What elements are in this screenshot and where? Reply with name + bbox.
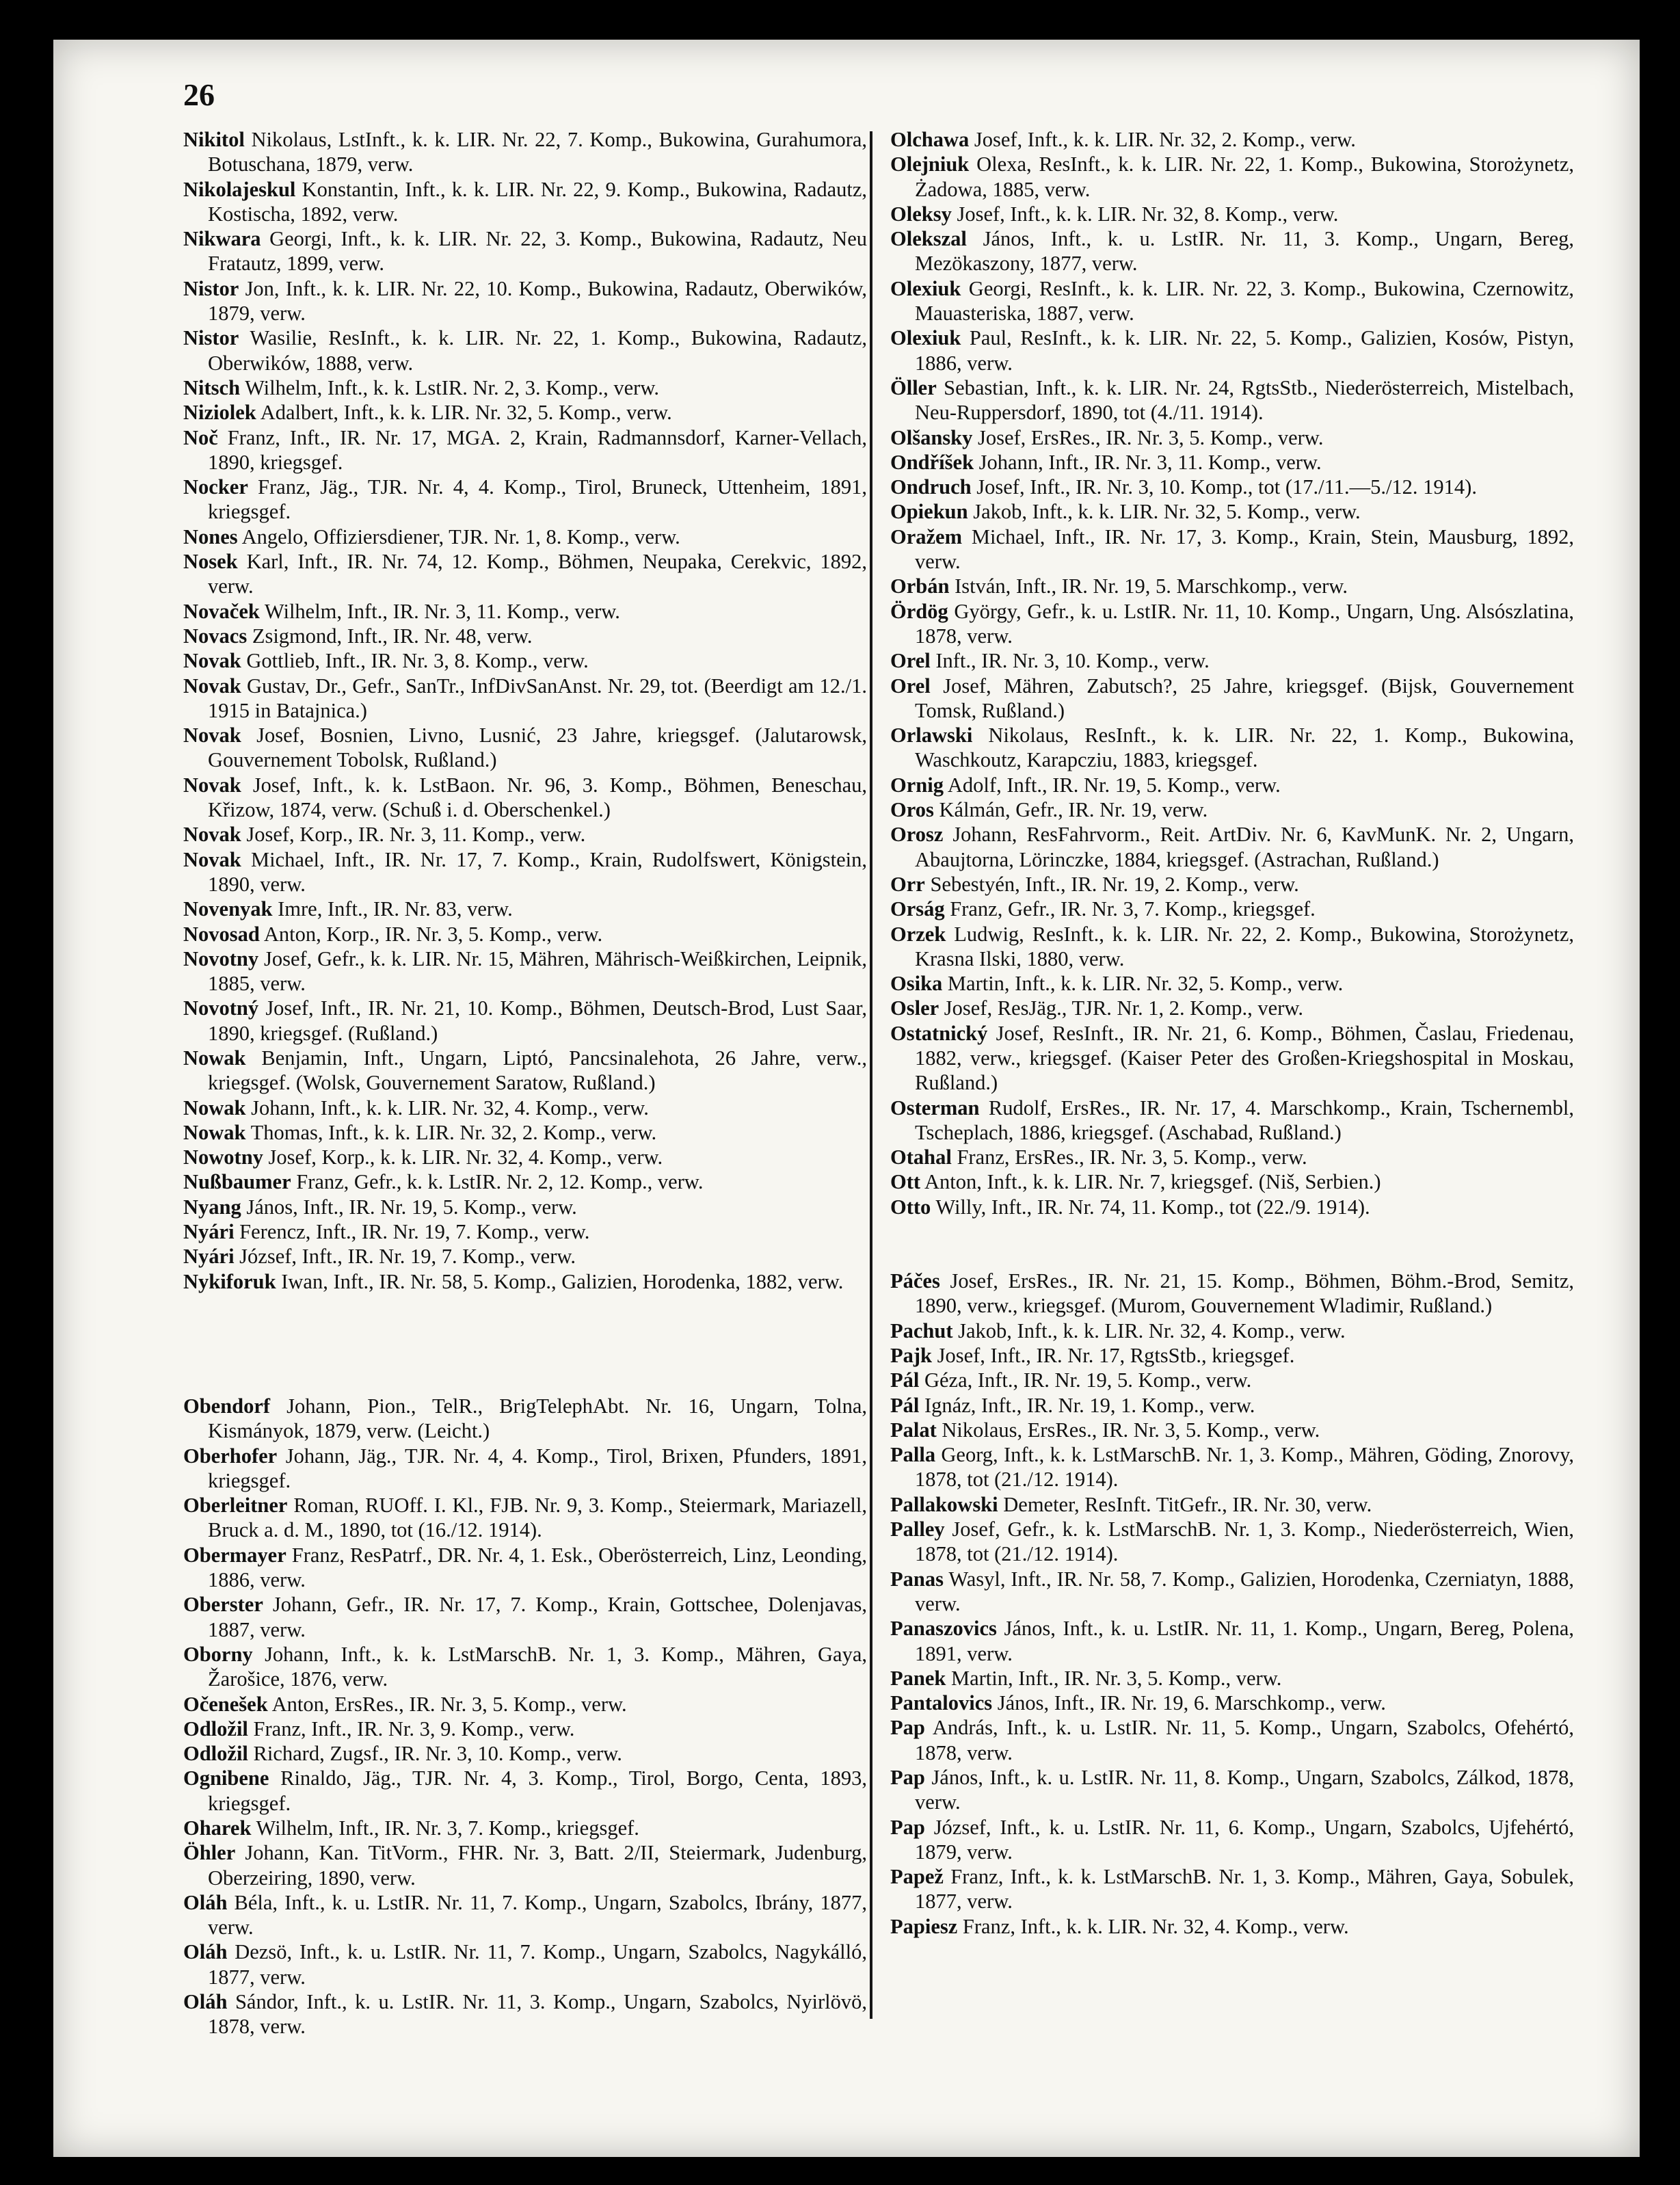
register-entry	[890, 1492, 1574, 1517]
entry-surname: Opiekun	[890, 500, 968, 524]
register-entry	[183, 276, 867, 326]
entry-surname: Ornig	[890, 773, 944, 797]
entry-surname: Ostatnický	[890, 1021, 988, 1045]
register-entry	[890, 897, 1574, 921]
entry-surname: Orzek	[890, 922, 946, 946]
right-column	[890, 127, 1574, 1939]
entry-details: Thomas, Inft., k. k. LIR. Nr. 32, 2. Komp., verw.	[250, 1120, 657, 1144]
register-entry	[890, 872, 1574, 897]
entry-surname: Nikwara	[183, 227, 261, 251]
register-entry	[890, 1864, 1574, 1914]
register-entry	[890, 648, 1574, 673]
entry-surname: Nones	[183, 525, 238, 548]
entry-surname: Olšansky	[890, 425, 973, 449]
entry-surname: Panek	[890, 1666, 946, 1690]
register-entry	[183, 1642, 867, 1692]
register-entry	[890, 1567, 1574, 1617]
entry-details: Sebestyén, Inft., IR. Nr. 19, 2. Komp., verw.	[930, 872, 1299, 896]
left-group-n	[183, 127, 867, 1294]
entry-details: András, Inft., k. u. LstIR. Nr. 11, 5. Komp., Ungarn, Szabolcs, Ofehértó, 1878, verw.	[915, 1716, 1574, 1764]
entry-details: Demeter, ResInft. TitGefr., IR. Nr. 30, verw.	[1003, 1492, 1372, 1516]
register-entry	[890, 1169, 1574, 1194]
entry-surname: Novotny	[183, 946, 259, 970]
register-entry	[890, 276, 1574, 326]
entry-surname: Pachut	[890, 1319, 953, 1342]
entry-details: Josef, ResJäg., TJR. Nr. 1, 2. Komp., verw.	[944, 996, 1304, 1020]
entry-details: Josef, Gefr., k. k. LstMarschB. Nr. 1, 3. Komp., Niederösterreich, Wien, 1878, tot (21./12. 1914).	[915, 1518, 1575, 1566]
entry-details: Johann, ResFahrvorm., Reit. ArtDiv. Nr. 6, KavMunK. Nr. 2, Ungarn, Abaujtorna, Lörinczke, 1884, kriegsgef. (Astrachan, Rußland.)	[915, 823, 1574, 871]
entry-details: Inft., IR. Nr. 3, 10. Komp., verw.	[935, 649, 1210, 673]
register-entry	[183, 1717, 867, 1741]
entry-details: Jakob, Inft., k. k. LIR. Nr. 32, 4. Komp., verw.	[958, 1319, 1346, 1342]
entry-surname: Papiesz	[890, 1914, 958, 1938]
register-entry	[183, 847, 867, 897]
entry-surname: Olexiuk	[890, 326, 961, 350]
entry-details: Ferencz, Inft., IR. Nr. 19, 7. Komp., verw.	[239, 1220, 590, 1244]
register-entry	[890, 1616, 1574, 1666]
register-entry	[183, 1493, 867, 1543]
register-entry	[890, 996, 1574, 1020]
entry-details: Franz, Gefr., k. k. LstIR. Nr. 2, 12. Komp., verw.	[296, 1170, 704, 1194]
register-entry	[890, 1145, 1574, 1169]
entry-details: Rudolf, ErsRes., IR. Nr. 17, 4. Marschkomp., Krain, Tschernembl, Tscheplach, 1886, kriegsgef. (Aschabad, Rußland.)	[915, 1096, 1575, 1144]
entry-details: Franz, Inft., IR. Nr. 3, 9. Komp., verw.	[253, 1717, 575, 1740]
entry-surname: Oláh	[183, 1990, 228, 2014]
entry-details: Paul, ResInft., k. k. LIR. Nr. 22, 5. Komp., Galizien, Kosów, Pistyn, 1886, verw.	[915, 326, 1574, 375]
entry-details: János, Inft., IR. Nr. 19, 6. Marschkomp., verw.	[997, 1691, 1386, 1715]
entry-details: Franz, Inft., k. k. LstMarschB. Nr. 1, 3. Komp., Mähren, Gaya, Sobulek, 1877, verw.	[915, 1865, 1574, 1913]
page-number: 26	[183, 77, 215, 112]
register-entry	[183, 1444, 867, 1494]
register-entry	[890, 574, 1574, 598]
entry-surname: Niziolek	[183, 401, 256, 425]
register-entry	[183, 177, 867, 227]
entry-details: Johann, Kan. TitVorm., FHR. Nr. 3, Batt. 2/II, Steiermark, Judenburg, Oberzeiring, 1890, verw.	[208, 1841, 868, 1890]
register-entry	[890, 674, 1574, 724]
entry-details: Nikolaus, LstInft., k. k. LIR. Nr. 22, 7. Komp., Bukowina, Gurahumora, Botuschana, 1879, verw.	[208, 128, 868, 176]
register-entry	[183, 475, 867, 525]
entry-surname: Obendorf	[183, 1394, 271, 1418]
entry-details: Josef, Inft., IR. Nr. 17, RgtsStb., kriegsgef.	[937, 1343, 1295, 1367]
register-entry	[890, 1442, 1574, 1492]
register-entry	[890, 326, 1574, 375]
entry-details: Michael, Inft., IR. Nr. 17, 7. Komp., Krain, Rudolfswert, Königstein, 1890, verw.	[208, 847, 868, 896]
entry-surname: Nikitol	[183, 128, 245, 151]
entry-surname: Novenyak	[183, 897, 273, 921]
entry-surname: Novak	[183, 649, 241, 673]
entry-surname: Nyári	[183, 1245, 235, 1269]
entry-surname: Nowak	[183, 1046, 246, 1070]
entry-details: Franz, Gefr., IR. Nr. 3, 7. Komp., kriegsgef.	[950, 897, 1316, 921]
entry-surname: Oberhofer	[183, 1444, 278, 1468]
register-entry	[890, 525, 1574, 574]
register-entry	[183, 1096, 867, 1120]
register-entry	[183, 1816, 867, 1840]
entry-details: Kálmán, Gefr., IR. Nr. 19, verw.	[939, 798, 1208, 822]
register-entry	[890, 1418, 1574, 1442]
register-entry	[183, 525, 867, 549]
register-entry	[890, 499, 1574, 524]
entry-details: György, Gefr., k. u. LstIR. Nr. 11, 10. Komp., Ungarn, Ung. Alsószlatina, 1878, verw.	[915, 599, 1574, 648]
entry-surname: Ott	[890, 1170, 921, 1194]
entry-details: József, Inft., k. u. LstIR. Nr. 11, 6. Komp., Ungarn, Szabolcs, Ujfehértó, 1879, verw.	[915, 1815, 1574, 1864]
entry-surname: Novaček	[183, 599, 260, 623]
entry-details: Josef, Mähren, Zabutsch?, 25 Jahre, kriegsgef. (Bijsk, Gouvernement Tomsk, Rußland.)	[915, 674, 1574, 722]
register-entry	[183, 1890, 867, 1940]
register-entry	[890, 822, 1574, 872]
register-entry	[183, 375, 867, 400]
register-entry	[183, 1169, 867, 1194]
entry-details: Franz, Inft., k. k. LIR. Nr. 32, 4. Komp., verw.	[962, 1914, 1349, 1938]
entry-surname: Nistor	[183, 276, 239, 300]
entry-surname: Nowotny	[183, 1146, 263, 1169]
entry-details: Ignáz, Inft., IR. Nr. 19, 1. Komp., verw.	[924, 1393, 1255, 1417]
entry-details: Josef, Inft., k. k. LstBaon. Nr. 96, 3. Komp., Böhmen, Beneschau, Křizow, 1874, verw. (Schuß i. d. Oberschenkel.)	[208, 773, 868, 822]
entry-surname: Olexiuk	[890, 276, 961, 300]
entry-surname: Oražem	[890, 525, 962, 548]
entry-details: Josef, Inft., k. k. LIR. Nr. 32, 8. Komp., verw.	[957, 202, 1339, 226]
entry-details: Benjamin, Inft., Ungarn, Liptó, Pancsinalehota, 26 Jahre, verw., kriegsgef. (Wolsk, Gouvernement Saratow, Rußland.)	[208, 1046, 868, 1095]
entry-details: Johann, Inft., k. k. LIR. Nr. 32, 4. Komp., verw.	[251, 1096, 649, 1120]
register-entry	[890, 599, 1574, 649]
entry-surname: Nistor	[183, 326, 239, 350]
entry-details: Roman, RUOff. I. Kl., FJB. Nr. 9, 3. Komp., Steiermark, Mariazell, Bruck a. d. M., 1890, tot (16./12. 1914).	[208, 1494, 867, 1542]
entry-details: János, Inft., k. u. LstIR. Nr. 11, 3. Komp., Ungarn, Bereg, Mezökaszony, 1877, verw.	[915, 227, 1574, 276]
entry-surname: Palat	[890, 1418, 937, 1442]
entry-details: Josef, Inft., IR. Nr. 21, 10. Komp., Böhmen, Deutsch-Brod, Lust Saar, 1890, kriegsgef. (Rußland.)	[208, 996, 867, 1045]
entry-surname: Pantalovics	[890, 1691, 993, 1715]
entry-surname: Oleksy	[890, 202, 952, 226]
right-group-p	[890, 1269, 1574, 1939]
register-entry	[183, 624, 867, 648]
entry-details: Olexa, ResInft., k. k. LIR. Nr. 22, 1. Komp., Bukowina, Storożynetz, Żadowa, 1885, verw.	[915, 153, 1574, 201]
register-entry	[890, 1343, 1574, 1368]
entry-details: Gottlieb, Inft., IR. Nr. 3, 8. Komp., verw.	[246, 649, 589, 673]
entry-surname: Novak	[183, 847, 241, 871]
entry-details: Béla, Inft., k. u. LstIR. Nr. 11, 7. Komp., Ungarn, Szabolcs, Ibrány, 1877, verw.	[208, 1890, 867, 1939]
register-entry	[890, 1517, 1574, 1567]
left-column	[183, 127, 867, 2039]
entry-details: Géza, Inft., IR. Nr. 19, 5. Komp., verw.	[924, 1368, 1252, 1392]
register-entry	[890, 922, 1574, 972]
entry-surname: Orbán	[890, 574, 950, 598]
entry-surname: Palla	[890, 1443, 936, 1467]
entry-surname: Pap	[890, 1716, 925, 1740]
entry-details: Wilhelm, Inft., k. k. LstIR. Nr. 2, 3. Komp., verw.	[245, 375, 659, 399]
register-entry	[890, 1096, 1574, 1146]
column-divider	[870, 131, 872, 2019]
register-entry	[183, 996, 867, 1046]
entry-surname: Panaszovics	[890, 1617, 997, 1641]
entry-details: Sebastian, Inft., k. k. LIR. Nr. 24, RgtsStb., Niederösterreich, Mistelbach, Neu-Ruppersdorf, 1890, tot (4./11. 1914).	[915, 375, 1575, 425]
entry-details: Karl, Inft., IR. Nr. 74, 12. Komp., Böhmen, Neupaka, Cerekvic, 1892, verw.	[208, 550, 868, 598]
register-entry	[890, 1914, 1574, 1939]
entry-surname: Pallakowski	[890, 1492, 998, 1516]
register-entry	[183, 723, 867, 773]
register-entry	[183, 1394, 867, 1444]
entry-details: Josef, Gefr., k. k. LIR. Nr. 15, Mähren, Mährisch-Weißkirchen, Leipnik, 1885, verw.	[208, 946, 868, 996]
entry-surname: Nowak	[183, 1096, 246, 1120]
register-entry	[183, 1120, 867, 1145]
register-entry	[890, 1666, 1574, 1691]
entry-details: Wasyl, Inft., IR. Nr. 58, 7. Komp., Galizien, Horodenka, Czerniatyn, 1888, verw.	[915, 1567, 1574, 1615]
entry-surname: Novotný	[183, 996, 259, 1020]
entry-surname: Orr	[890, 872, 925, 896]
register-entry	[183, 773, 867, 823]
left-group-o	[183, 1394, 867, 2039]
register-entry	[183, 1046, 867, 1096]
entry-details: Jakob, Inft., k. k. LIR. Nr. 32, 5. Komp., verw.	[973, 500, 1361, 524]
register-entry	[890, 1319, 1574, 1343]
entry-surname: Orlawski	[890, 724, 973, 747]
register-entry	[183, 946, 867, 996]
entry-surname: Pál	[890, 1393, 920, 1417]
entry-details: Angelo, Offiziersdiener, TJR. Nr. 1, 8. Komp., verw.	[241, 525, 680, 548]
entry-details: János, Inft., k. u. LstIR. Nr. 11, 8. Komp., Ungarn, Szabolcs, Zálkod, 1878, verw.	[915, 1766, 1575, 1814]
entry-details: Martin, Inft., IR. Nr. 3, 5. Komp., verw.	[950, 1666, 1282, 1690]
register-entry	[183, 326, 867, 375]
register-entry	[183, 1692, 867, 1717]
section-gap	[890, 1219, 1574, 1269]
register-entry	[183, 674, 867, 724]
entry-details: Franz, ErsRes., IR. Nr. 3, 5. Komp., verw.	[957, 1146, 1307, 1169]
right-group-o	[890, 127, 1574, 1219]
entry-surname: Nowak	[183, 1120, 246, 1144]
entry-surname: Novacs	[183, 624, 248, 648]
entry-details: Franz, Inft., IR. Nr. 17, MGA. 2, Krain, Radmannsdorf, Karner-Vellach, 1890, kriegsgef.	[208, 425, 867, 474]
entry-details: József, Inft., IR. Nr. 19, 7. Komp., verw.	[239, 1245, 576, 1269]
entry-details: Johann, Inft., k. k. LstMarschB. Nr. 1, 3. Komp., Mähren, Gaya, Žarošice, 1876, verw.	[208, 1642, 868, 1691]
register-entry	[890, 1021, 1574, 1096]
entry-surname: Orság	[890, 897, 945, 921]
register-entry	[183, 599, 867, 624]
entry-details: Josef, ErsRes., IR. Nr. 21, 15. Komp., Böhmen, Böhm.-Brod, Semitz, 1890, verw., kriegsgef. (Murom, Gouvernement Wladimir, Rußland.)	[915, 1269, 1574, 1318]
entry-details: Josef, Bosnien, Livno, Lusnić, 23 Jahre, kriegsgef. (Jalutarowsk, Gouvernement Tobolsk, Rußland.)	[208, 724, 867, 772]
entry-surname: Oláh	[183, 1890, 228, 1914]
register-entry	[890, 375, 1574, 425]
register-entry	[890, 971, 1574, 996]
entry-surname: Nyári	[183, 1220, 235, 1244]
register-entry	[890, 773, 1574, 797]
entry-details: Anton, ErsRes., IR. Nr. 3, 5. Komp., verw.	[271, 1692, 627, 1716]
register-entry	[183, 1543, 867, 1593]
entry-details: Johann, Jäg., TJR. Nr. 4, 4. Komp., Tirol, Brixen, Pfunders, 1891, kriegsgef.	[208, 1444, 867, 1492]
entry-details: Franz, Jäg., TJR. Nr. 4, 4. Komp., Tirol, Bruneck, Uttenheim, 1891, kriegsgef.	[208, 475, 868, 524]
entry-surname: Osler	[890, 996, 939, 1020]
entry-surname: Novak	[183, 773, 241, 797]
entry-details: Rinaldo, Jäg., TJR. Nr. 4, 3. Komp., Tirol, Borgo, Centa, 1893, kriegsgef.	[208, 1766, 868, 1815]
entry-surname: Oláh	[183, 1940, 228, 1964]
entry-surname: Osterman	[890, 1096, 980, 1120]
entry-surname: Novak	[183, 724, 241, 747]
register-entry	[890, 1815, 1574, 1865]
entry-details: Anton, Inft., k. k. LIR. Nr. 7, kriegsgef. (Niš, Serbien.)	[924, 1170, 1381, 1194]
entry-surname: Novosad	[183, 922, 260, 946]
entry-surname: Oros	[890, 798, 934, 822]
entry-details: Georgi, Inft., k. k. LIR. Nr. 22, 3. Komp., Bukowina, Radautz, Neu Fratautz, 1899, verw.	[208, 227, 867, 276]
entry-surname: Orel	[890, 674, 931, 698]
register-entry	[183, 1840, 867, 1890]
entry-surname: Nykiforuk	[183, 1269, 276, 1293]
entry-details: János, Inft., IR. Nr. 19, 5. Komp., verw.	[246, 1195, 577, 1219]
entry-surname: Olchawa	[890, 128, 970, 151]
entry-surname: Ördög	[890, 599, 948, 623]
register-entry	[183, 400, 867, 425]
entry-surname: Nikolajeskul	[183, 177, 296, 201]
register-entry	[183, 1244, 867, 1269]
entry-surname: Nitsch	[183, 375, 241, 399]
entry-details: Johann, Pion., TelR., BrigTelephAbt. Nr. 16, Ungarn, Tolna, Kismányok, 1879, verw. (Leicht.)	[208, 1394, 868, 1443]
register-entry	[890, 127, 1574, 152]
entry-surname: Odložil	[183, 1742, 248, 1766]
entry-details: Johann, Inft., IR. Nr. 3, 11. Komp., verw.	[978, 450, 1322, 474]
entry-surname: Nußbaumer	[183, 1170, 291, 1194]
entry-details: Imre, Inft., IR. Nr. 83, verw.	[278, 897, 513, 921]
entry-details: Dezsö, Inft., k. u. LstIR. Nr. 11, 7. Komp., Ungarn, Szabolcs, Nagykálló, 1877, verw.	[208, 1940, 867, 1989]
entry-details: Wasilie, ResInft., k. k. LIR. Nr. 22, 1. Komp., Bukowina, Radautz, Oberwików, 1888, verw.	[208, 326, 867, 375]
entry-surname: Obermayer	[183, 1543, 286, 1567]
entry-details: Johann, Gefr., IR. Nr. 17, 7. Komp., Krain, Gottschee, Dolenjavas, 1887, verw.	[208, 1593, 867, 1641]
entry-details: Willy, Inft., IR. Nr. 74, 11. Komp., tot (22./9. 1914).	[935, 1195, 1370, 1219]
entry-surname: Oharek	[183, 1816, 252, 1840]
entry-surname: Odložil	[183, 1717, 248, 1740]
entry-details: Josef, Inft., IR. Nr. 3, 10. Komp., tot (17./11.—5./12. 1914).	[976, 475, 1477, 499]
entry-surname: Pál	[890, 1368, 920, 1392]
entry-surname: Orel	[890, 649, 931, 673]
entry-surname: Nocker	[183, 475, 248, 499]
entry-surname: Papež	[890, 1865, 944, 1889]
entry-details: Sándor, Inft., k. u. LstIR. Nr. 11, 3. Komp., Ungarn, Szabolcs, Nyirlövö, 1878, verw.	[208, 1990, 868, 2039]
register-entry	[183, 226, 867, 276]
entry-surname: Osika	[890, 972, 943, 996]
entry-surname: Olekszal	[890, 227, 967, 251]
entry-details: Josef, Inft., k. k. LIR. Nr. 32, 2. Komp., verw.	[974, 128, 1356, 151]
entry-surname: Oborny	[183, 1642, 253, 1666]
entry-details: Zsigmond, Inft., IR. Nr. 48, verw.	[252, 624, 533, 648]
entry-details: Martin, Inft., k. k. LIR. Nr. 32, 5. Komp., verw.	[947, 972, 1344, 996]
register-entry	[183, 425, 867, 475]
entry-details: Iwan, Inft., IR. Nr. 58, 5. Komp., Galizien, Horodenka, 1882, verw.	[281, 1269, 844, 1293]
entry-surname: Otahal	[890, 1146, 952, 1169]
register-entry	[183, 1219, 867, 1244]
entry-surname: Ondruch	[890, 475, 972, 499]
register-entry	[183, 1766, 867, 1816]
entry-surname: Ondříšek	[890, 450, 974, 474]
entry-surname: Páčes	[890, 1269, 940, 1293]
register-entry	[890, 202, 1574, 226]
entry-surname: Öhler	[183, 1841, 236, 1865]
entry-details: Richard, Zugsf., IR. Nr. 3, 10. Komp., verw.	[253, 1742, 622, 1766]
entry-surname: Oberster	[183, 1593, 263, 1617]
register-entry	[183, 1145, 867, 1169]
register-entry	[183, 897, 867, 921]
entry-details: Josef, Korp., IR. Nr. 3, 11. Komp., verw.	[246, 823, 586, 847]
register-entry	[890, 1765, 1574, 1815]
register-entry	[183, 922, 867, 946]
entry-details: Josef, ResInft., IR. Nr. 21, 6. Komp., Böhmen, Časlau, Friedenau, 1882, verw., kriegsgef. (Kaiser Peter des Großen-Kriegshospital in Moskau, Rußland.)	[915, 1021, 1575, 1095]
entry-details: Wilhelm, Inft., IR. Nr. 3, 7. Komp., kriegsgef.	[256, 1816, 639, 1840]
entry-surname: Orosz	[890, 823, 944, 847]
register-entry	[890, 1691, 1574, 1715]
register-entry	[890, 1269, 1574, 1319]
entry-surname: Pap	[890, 1766, 925, 1789]
register-entry	[183, 1592, 867, 1642]
register-entry	[890, 425, 1574, 450]
register-entry	[890, 475, 1574, 499]
entry-surname: Pajk	[890, 1343, 932, 1367]
register-entry	[183, 1269, 867, 1294]
register-entry	[183, 127, 867, 177]
register-entry	[890, 1393, 1574, 1418]
register-entry	[183, 648, 867, 673]
entry-details: Jon, Inft., k. k. LIR. Nr. 22, 10. Komp., Bukowina, Radautz, Oberwików, 1879, verw.	[208, 276, 867, 326]
entry-surname: Novak	[183, 823, 241, 847]
entry-surname: Očenešek	[183, 1692, 268, 1716]
register-entry	[183, 822, 867, 847]
register-entry	[890, 1715, 1574, 1765]
register-entry	[890, 1195, 1574, 1219]
section-gap	[183, 1294, 867, 1394]
entry-details: Josef, ErsRes., IR. Nr. 3, 5. Komp., verw.	[978, 425, 1324, 449]
register-entry	[890, 226, 1574, 276]
entry-details: Konstantin, Inft., k. k. LIR. Nr. 22, 9. Komp., Bukowina, Radautz, Kostischa, 1892, verw.	[208, 177, 867, 226]
entry-details: Nikolaus, ResInft., k. k. LIR. Nr. 22, 1. Komp., Bukowina, Waschkoutz, Karapcziu, 1883, kriegsgef.	[915, 724, 1574, 772]
entry-surname: Novak	[183, 674, 241, 698]
entry-details: Adolf, Inft., IR. Nr. 19, 5. Komp., verw.	[947, 773, 1281, 797]
entry-details: Josef, Korp., k. k. LIR. Nr. 32, 4. Komp., verw.	[268, 1146, 663, 1169]
register-entry	[183, 1989, 867, 2039]
entry-surname: Noč	[183, 425, 218, 449]
entry-details: Adalbert, Inft., k. k. LIR. Nr. 32, 5. Komp., verw.	[260, 401, 672, 425]
register-entry	[183, 549, 867, 599]
entry-details: Georg, Inft., k. k. LstMarschB. Nr. 1, 3. Komp., Mähren, Göding, Znorovy, 1878, tot (21./12. 1914).	[915, 1443, 1575, 1492]
entry-surname: Öller	[890, 375, 937, 399]
register-entry	[183, 1195, 867, 1219]
entry-surname: Ognibene	[183, 1766, 269, 1790]
entry-surname: Olejniuk	[890, 153, 970, 176]
entry-details: Wilhelm, Inft., IR. Nr. 3, 11. Komp., verw.	[264, 599, 620, 623]
register-entry	[890, 723, 1574, 773]
entry-surname: Pap	[890, 1815, 925, 1839]
entry-details: János, Inft., k. u. LstIR. Nr. 11, 1. Komp., Ungarn, Bereg, Polena, 1891, verw.	[915, 1617, 1574, 1665]
entry-surname: Panas	[890, 1567, 944, 1591]
entry-details: Gustav, Dr., Gefr., SanTr., InfDivSanAnst. Nr. 29, tot. (Beerdigt am 12./1. 1915 in Batajnica.)	[208, 674, 868, 722]
register-entry	[890, 152, 1574, 202]
entry-details: Ludwig, ResInft., k. k. LIR. Nr. 22, 2. Komp., Bukowina, Storożynetz, Krasna Ilski, 1880, verw.	[915, 922, 1575, 970]
entry-surname: Nyang	[183, 1195, 241, 1219]
entry-surname: Oberleitner	[183, 1494, 288, 1518]
register-entry	[183, 1741, 867, 1766]
entry-details: István, Inft., IR. Nr. 19, 5. Marschkomp., verw.	[955, 574, 1348, 598]
register-entry	[890, 450, 1574, 475]
register-entry	[890, 797, 1574, 822]
entry-details: Nikolaus, ErsRes., IR. Nr. 3, 5. Komp., verw.	[942, 1418, 1320, 1442]
entry-surname: Nosek	[183, 550, 238, 574]
entry-surname: Otto	[890, 1195, 931, 1219]
entry-details: Franz, ResPatrf., DR. Nr. 4, 1. Esk., Oberösterreich, Linz, Leonding, 1886, verw.	[208, 1543, 867, 1592]
entry-details: Georgi, ResInft., k. k. LIR. Nr. 22, 3. Komp., Bukowina, Czernowitz, Mauasteriska, 1887, verw.	[915, 276, 1574, 326]
entry-details: Michael, Inft., IR. Nr. 17, 3. Komp., Krain, Stein, Mausburg, 1892, verw.	[915, 525, 1574, 574]
register-entry	[890, 1368, 1574, 1392]
entry-surname: Palley	[890, 1518, 945, 1541]
entry-details: Anton, Korp., IR. Nr. 3, 5. Komp., verw.	[263, 922, 603, 946]
register-entry	[183, 1939, 867, 1989]
